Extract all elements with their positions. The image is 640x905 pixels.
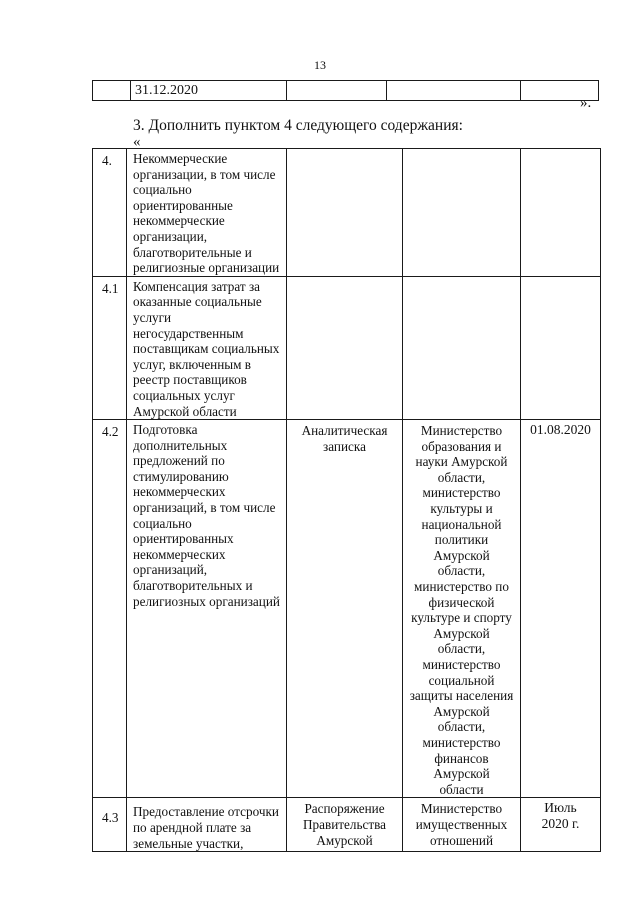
date-cell: 31.12.2020 [131,81,287,101]
plan-table [92,148,601,852]
table-row [93,149,601,277]
row-name: Подготовка дополнительных предложений по стимулированию некоммерческих организаций, в том числе социально ориентированных некоммерческих организаций, благотворительных и религиозных организаций [127,420,287,798]
row-name: Компенсация затрат за оказанные социальные услуги негосударственным поставщикам социальных услуг, включенным в реестр поставщиков социальных услуг Амурской области [127,276,287,419]
table-row [93,798,601,852]
row-responsible: Министерство образования и науки Амурской области, министерство культуры и национальной политики Амурской области, министерство по физической культуре и спорту Амурской области, министерство социальной защиты населения Амурской области, министерство финансов Амурской области [403,420,521,798]
previous-table-end [92,80,599,101]
row-number: 4.2 [93,420,127,798]
row-date: Июль 2020 г. [521,798,601,852]
table-cell [387,81,521,101]
amendment-paragraph: 3. Дополнить пунктом 4 следующего содержания: [133,117,463,134]
page-number: 13 [314,58,326,72]
table-row [93,420,601,798]
row-number: 4. [93,149,127,277]
row-document [287,149,403,277]
table-row [93,276,601,419]
row-document: Аналитическая записка [287,420,403,798]
row-date [521,149,601,277]
opening-quote: « [133,134,141,150]
row-document: Распоряжение Правительства Амурской [287,798,403,852]
row-responsible: Министерство имущественных отношений [403,798,521,852]
row-number: 4.3 [93,798,127,852]
row-name: Предоставление отсрочки по арендной плате за земельные участки, [127,798,287,852]
row-date [521,276,601,419]
row-name: Некоммерческие организации, в том числе социально ориентированные некоммерческие организации, благотворительные и религиозные организации [127,149,287,277]
row-date: 01.08.2020 [521,420,601,798]
table-row [93,81,599,101]
row-number: 4.1 [93,276,127,419]
row-responsible [403,149,521,277]
table-cell [287,81,387,101]
table-cell [93,81,131,101]
row-responsible [403,276,521,419]
closing-quote: ». [580,95,592,111]
row-document [287,276,403,419]
